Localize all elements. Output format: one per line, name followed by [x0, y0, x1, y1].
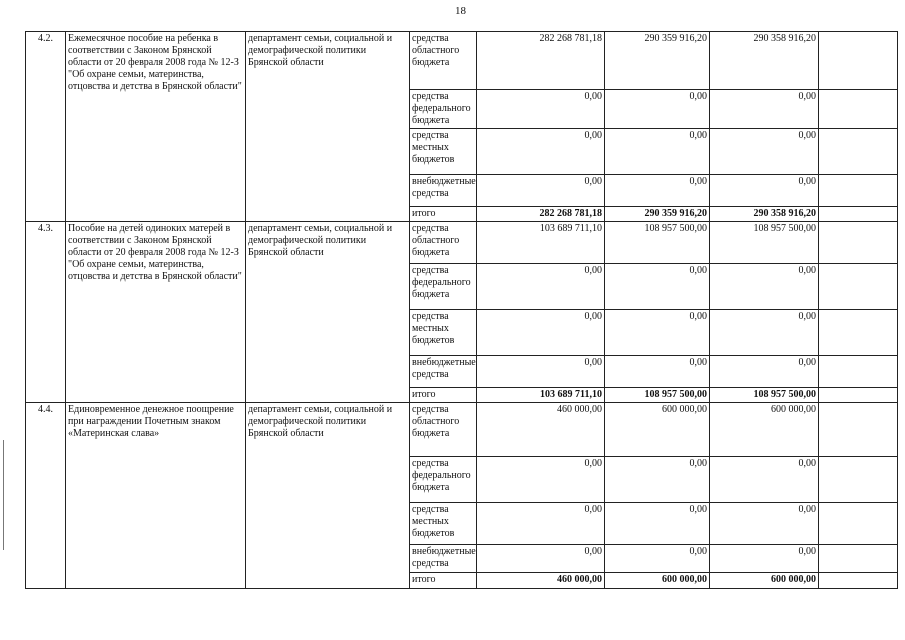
- funding-source: итого: [410, 207, 477, 222]
- margin-mark: [3, 440, 4, 550]
- empty-cell: [819, 222, 898, 264]
- amount-v3: 0,00: [710, 457, 819, 503]
- empty-cell: [819, 207, 898, 222]
- executor-name: департамент семьи, социальной и демографической политики Брянской области: [246, 222, 410, 403]
- empty-cell: [819, 457, 898, 503]
- amount-v3: 0,00: [710, 175, 819, 207]
- amount-v1: 0,00: [477, 545, 605, 573]
- empty-cell: [819, 129, 898, 175]
- amount-v2: 0,00: [605, 503, 710, 545]
- amount-v2: 0,00: [605, 356, 710, 388]
- activity-name: Ежемесячное пособие на ребенка в соответствии с Законом Брянской области от 20 февраля 2008 года № 12-З "Об охране семьи, материнства, отцовства и детства в Брянской области": [66, 32, 246, 222]
- funding-source: средства местных бюджетов: [410, 129, 477, 175]
- page-number: 18: [455, 5, 466, 17]
- row-index: 4.2.: [26, 32, 66, 222]
- amount-v3: 108 957 500,00: [710, 388, 819, 403]
- amount-v2: 0,00: [605, 129, 710, 175]
- amount-v3: 0,00: [710, 264, 819, 310]
- amount-v1: 0,00: [477, 129, 605, 175]
- table-body: [26, 32, 898, 589]
- amount-v1: 0,00: [477, 457, 605, 503]
- amount-v2: 290 359 916,20: [605, 32, 710, 90]
- amount-v2: 0,00: [605, 175, 710, 207]
- amount-v1: 0,00: [477, 264, 605, 310]
- amount-v1: 0,00: [477, 503, 605, 545]
- amount-v2: 0,00: [605, 457, 710, 503]
- table-row: [26, 32, 898, 90]
- amount-v2: 0,00: [605, 545, 710, 573]
- empty-cell: [819, 545, 898, 573]
- funding-source: средства федерального бюджета: [410, 264, 477, 310]
- amount-v3: 0,00: [710, 129, 819, 175]
- funding-source: средства областного бюджета: [410, 32, 477, 90]
- funding-source: внебюджетные средства: [410, 175, 477, 207]
- empty-cell: [819, 32, 898, 90]
- funding-source: итого: [410, 388, 477, 403]
- amount-v2: 0,00: [605, 264, 710, 310]
- funding-source: внебюджетные средства: [410, 356, 477, 388]
- funding-source: средства местных бюджетов: [410, 310, 477, 356]
- empty-cell: [819, 573, 898, 589]
- executor-name: департамент семьи, социальной и демографической политики Брянской области: [246, 32, 410, 222]
- funding-source: средства областного бюджета: [410, 403, 477, 457]
- empty-cell: [819, 264, 898, 310]
- funding-source: средства областного бюджета: [410, 222, 477, 264]
- amount-v3: 0,00: [710, 545, 819, 573]
- amount-v3: 290 358 916,20: [710, 32, 819, 90]
- amount-v1: 0,00: [477, 310, 605, 356]
- table-row: [26, 403, 898, 457]
- amount-v2: 108 957 500,00: [605, 222, 710, 264]
- amount-v1: 460 000,00: [477, 403, 605, 457]
- amount-v2: 0,00: [605, 310, 710, 356]
- empty-cell: [819, 310, 898, 356]
- amount-v1: 282 268 781,18: [477, 207, 605, 222]
- funding-source: средства местных бюджетов: [410, 503, 477, 545]
- amount-v3: 600 000,00: [710, 403, 819, 457]
- row-index: 4.3.: [26, 222, 66, 403]
- activity-name: Единовременное денежное поощрение при награждении Почетным знаком «Материнская слава»: [66, 403, 246, 589]
- amount-v3: 600 000,00: [710, 573, 819, 589]
- funding-source: средства федерального бюджета: [410, 457, 477, 503]
- amount-v3: 108 957 500,00: [710, 222, 819, 264]
- empty-cell: [819, 403, 898, 457]
- empty-cell: [819, 90, 898, 129]
- budget-table: [25, 31, 898, 589]
- amount-v3: 0,00: [710, 310, 819, 356]
- activity-name: Пособие на детей одиноких матерей в соответствии с Законом Брянской области от 20 февраля 2008 года № 12-З "Об охране семьи, материнства, отцовства и детства в Брянской области": [66, 222, 246, 403]
- amount-v2: 0,00: [605, 90, 710, 129]
- amount-v1: 0,00: [477, 90, 605, 129]
- amount-v1: 0,00: [477, 175, 605, 207]
- amount-v1: 0,00: [477, 356, 605, 388]
- funding-source: итого: [410, 573, 477, 589]
- amount-v1: 460 000,00: [477, 573, 605, 589]
- funding-source: внебюджетные средства: [410, 545, 477, 573]
- amount-v1: 282 268 781,18: [477, 32, 605, 90]
- empty-cell: [819, 388, 898, 403]
- amount-v1: 103 689 711,10: [477, 388, 605, 403]
- empty-cell: [819, 503, 898, 545]
- amount-v3: 0,00: [710, 90, 819, 129]
- row-index: 4.4.: [26, 403, 66, 589]
- amount-v3: 0,00: [710, 356, 819, 388]
- amount-v2: 600 000,00: [605, 573, 710, 589]
- amount-v3: 290 358 916,20: [710, 207, 819, 222]
- amount-v2: 108 957 500,00: [605, 388, 710, 403]
- empty-cell: [819, 175, 898, 207]
- amount-v1: 103 689 711,10: [477, 222, 605, 264]
- table-row: [26, 222, 898, 264]
- amount-v2: 600 000,00: [605, 403, 710, 457]
- executor-name: департамент семьи, социальной и демографической политики Брянской области: [246, 403, 410, 589]
- empty-cell: [819, 356, 898, 388]
- amount-v3: 0,00: [710, 503, 819, 545]
- amount-v2: 290 359 916,20: [605, 207, 710, 222]
- funding-source: средства федерального бюджета: [410, 90, 477, 129]
